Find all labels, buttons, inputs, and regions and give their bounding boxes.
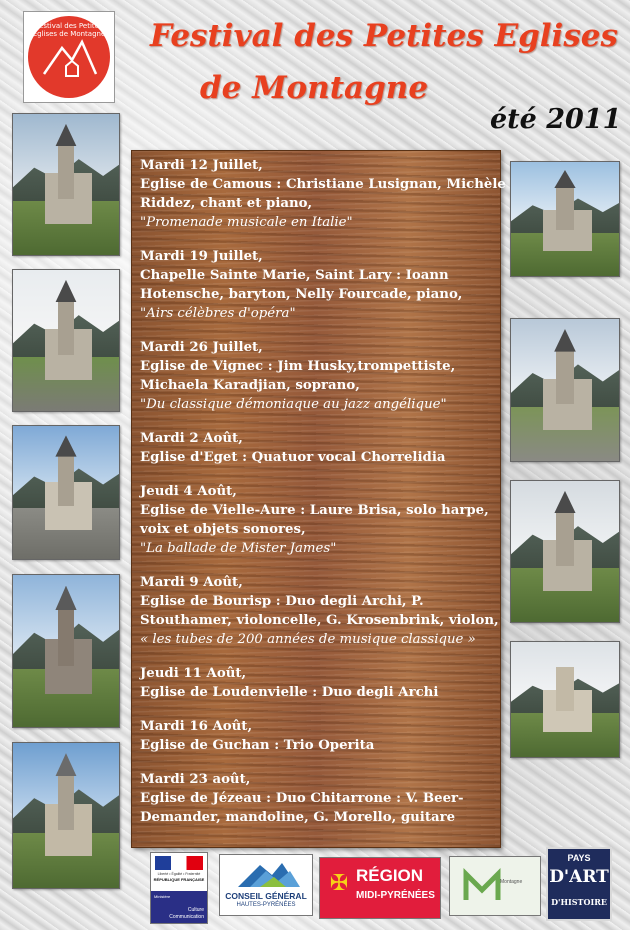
church-photo-jezeau: [510, 641, 620, 758]
event-detail: Michaela Karadjian, soprano,: [140, 378, 360, 393]
event-2: [140, 247, 496, 323]
event-date: Mardi 9 Août,: [140, 575, 243, 590]
sponsor-montagne: [449, 856, 541, 916]
church-photo-vielle-aure: [12, 742, 120, 889]
event-date: Mardi 19 Juillet,: [140, 249, 263, 264]
church-photo-eget: [12, 574, 120, 728]
art-label: D'ART: [549, 867, 609, 887]
event-3: [140, 338, 496, 414]
church-photo-sainte-marie: [12, 269, 120, 412]
title-line-2: de Montagne: [200, 70, 429, 106]
marianne-flag-icon: [155, 856, 203, 870]
sponsor-name: Montagne: [500, 879, 523, 885]
church-photo-bourisp: [510, 161, 620, 277]
event-date: Mardi 16 Août,: [140, 719, 253, 734]
event-date: Jeudi 11 Août,: [140, 666, 247, 681]
event-quote: "Promenade musicale en Italie": [140, 215, 353, 230]
event-quote: « les tubes de 200 années de musique classique »: [140, 632, 476, 647]
title-line-1: Festival des Petites Eglises: [150, 18, 618, 54]
sponsor-subname: HAUTES-PYRÉNÉES: [236, 902, 296, 908]
sponsor-name: RÉPUBLIQUE FRANÇAISE: [153, 877, 205, 882]
event-date: Mardi 12 Juillet,: [140, 158, 263, 173]
logo-ring-text: Festival des Petites Eglises de Montagne: [32, 22, 106, 38]
church-photo-camous: [12, 113, 120, 256]
sponsor-republique-francaise: [150, 852, 208, 924]
event-5: [140, 482, 496, 558]
event-detail: Hotensche, baryton, Nelly Fourcade, piano,: [140, 287, 463, 302]
event-4: [140, 429, 496, 467]
event-quote: "La ballade de Mister James": [140, 541, 337, 556]
sponsor-pays-art-histoire: [546, 847, 612, 921]
sponsor-region-midi-pyrenees: [319, 857, 441, 919]
event-quote: "Du classique démoniaque au jazz angélique": [140, 397, 447, 412]
conseil-general-mountains-icon: [220, 857, 312, 889]
event-detail: Eglise de Vignec : Jim Husky,trompettiste,: [140, 359, 456, 374]
event-detail: Eglise d'Eget : Quatuor vocal Chorrelidia: [140, 450, 446, 465]
event-date: Mardi 2 Août,: [140, 431, 243, 446]
sponsor-ministry: Ministère: [154, 894, 171, 899]
sponsor-name: CONSEIL GÉNÉRAL: [225, 891, 307, 901]
event-detail: voix et objets sonores,: [140, 522, 306, 537]
sponsor-motto: Liberté • Égalité • Fraternité: [157, 872, 201, 876]
event-detail: Eglise de Jézeau : Duo Chitarrone : V. Beer-: [140, 791, 464, 806]
sponsor-conseil-general: [219, 854, 313, 916]
event-1: [140, 156, 506, 232]
region-label: RÉGION: [356, 866, 424, 885]
event-7: [140, 664, 496, 702]
event-detail: Stouthamer, violoncelle, G. Krosenbrink, violon,: [140, 613, 499, 628]
sponsor-ministry-block: [151, 891, 207, 923]
sponsor-communication: Communication: [169, 914, 204, 920]
event-quote: "Airs célèbres d'opéra": [140, 306, 296, 321]
event-detail: Eglise de Loudenvielle : Duo degli Archi: [140, 685, 439, 700]
church-photo-loudenvielle: [510, 318, 620, 462]
church-photo-guchan: [510, 480, 620, 623]
region-name: MIDI-PYRÉNÉES: [356, 890, 435, 901]
event-8: [140, 717, 496, 755]
event-detail: Demander, mandoline, G. Morello, guitare: [140, 810, 456, 825]
church-photo-vignec: [12, 425, 120, 560]
event-detail: Eglise de Bourisp : Duo degli Archi, P.: [140, 594, 424, 609]
festival-year: été 2011: [490, 104, 622, 135]
event-6: [140, 573, 499, 649]
event-detail: Chapelle Sainte Marie, Saint Lary : Ioann: [140, 268, 449, 283]
event-date: Mardi 26 Juillet,: [140, 340, 263, 355]
programme-panel: [131, 150, 506, 848]
histoire-label: D'HISTOIRE: [551, 897, 607, 907]
event-date: Mardi 23 août,: [140, 772, 251, 787]
event-detail: Riddez, chant et piano,: [140, 196, 313, 211]
pays-label: PAYS: [567, 853, 591, 863]
event-9: [140, 770, 496, 827]
occitan-cross-icon: ✠: [329, 870, 349, 895]
event-detail: Eglise de Vielle-Aure : Laure Brisa, solo harpe,: [140, 503, 489, 518]
montagne-m-icon: [462, 866, 502, 906]
event-date: Jeudi 4 Août,: [140, 484, 237, 499]
event-detail: Eglise de Guchan : Trio Operita: [140, 738, 375, 753]
sponsor-culture: Culture: [187, 907, 204, 913]
event-detail: Eglise de Camous : Christiane Lusignan, Michèle: [140, 177, 506, 192]
